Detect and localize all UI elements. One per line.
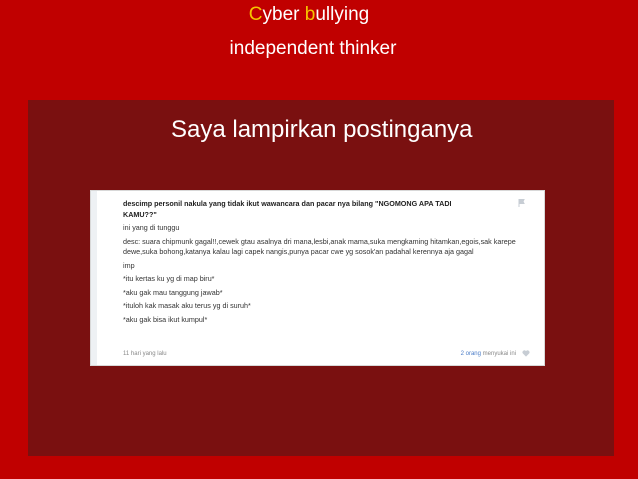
heart-icon[interactable] bbox=[522, 350, 530, 357]
post-title: descimp personil nakula yang tidak ikut wawancara dan pacar nya bilang "NGOMONG APA TADI KAMU??" bbox=[123, 199, 452, 219]
post-sidebar bbox=[91, 191, 97, 365]
content-panel bbox=[28, 100, 614, 456]
slide-subtitle: Saya lampirkan postinganya bbox=[171, 116, 473, 143]
post-line: ini yang di tunggu bbox=[123, 223, 180, 232]
title-line-1 bbox=[0, 2, 638, 28]
title-text-ullying: ullying bbox=[315, 4, 370, 25]
title-text-yber: yber bbox=[262, 4, 305, 25]
post-notes bbox=[461, 351, 516, 357]
post-line: *aku gak bisa ikut kumpul* bbox=[123, 314, 208, 324]
slide-title bbox=[0, 2, 638, 62]
notes-link[interactable]: 2 orang bbox=[460, 351, 481, 357]
post-timestamp[interactable]: 11 hari yang lalu bbox=[123, 351, 167, 357]
post-line: imp bbox=[123, 260, 135, 270]
post-line: *ituloh kak masak aku terus yg di suruh* bbox=[123, 301, 251, 310]
notes-text: menyukai ini bbox=[480, 351, 516, 357]
post-line: desc: suara chipmunk gagal!!,cewek gtau asalnya dri mana,lesbi,anak mama,suka mengkaming hitamkan,egois,sak karepe dewe,suka bohong,katanya kalau lagi capek nangis,punya pacar cwe yg sosok'an padahal kerennya aja gagal bbox=[123, 236, 516, 256]
post-line: *itu kertas ku yg di map biru* bbox=[123, 274, 215, 283]
post-screenshot bbox=[90, 190, 545, 366]
title-line-2: independent thinker bbox=[229, 38, 397, 59]
title-accent-c: C bbox=[248, 4, 263, 25]
title-accent-b: b bbox=[304, 4, 316, 25]
post-content bbox=[123, 199, 523, 325]
post-line: *aku gak mau tanggung jawab* bbox=[123, 287, 223, 297]
